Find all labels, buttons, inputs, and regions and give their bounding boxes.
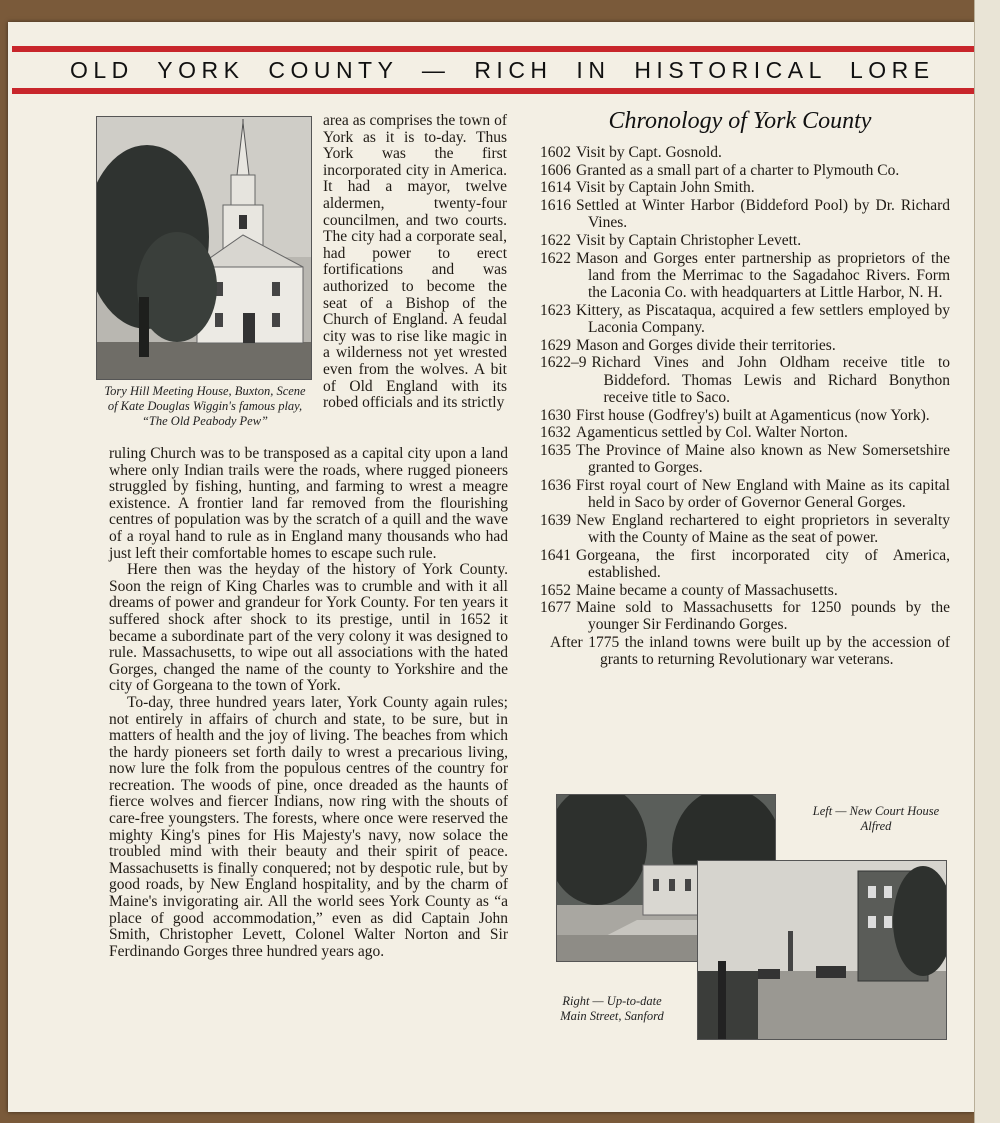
meeting-house-photo <box>96 116 312 380</box>
chronology-year: 1635 <box>540 441 571 459</box>
chronology-entry <box>540 582 950 599</box>
chronology-year: 1622 <box>540 232 571 250</box>
chronology-year: 1606 <box>540 161 571 179</box>
meeting-house-illustration <box>97 117 311 379</box>
chronology-title: Chronology of York County <box>608 108 872 134</box>
main-street-caption: Right — Up-to-date Main Street, Sanford <box>560 994 664 1023</box>
chronology-event: First royal court of New England with Maine as its capital held in Saco by order of Governor General Gorges. <box>576 476 950 512</box>
chronology-year: 1677 <box>540 599 571 617</box>
chronology-entry <box>540 162 950 179</box>
chronology-event: Kittery, as Piscataqua, acquired a few settlers employed by Laconia Company. <box>576 301 950 337</box>
chronology-year: 1622 <box>540 249 571 267</box>
chronology-entry <box>540 442 950 476</box>
chronology-entry <box>540 250 950 302</box>
chronology-year: 1616 <box>540 197 571 215</box>
chronology-event: Mason and Gorges enter partnership as proprietors of the land from the Merrimac to the Sagadahoc Rivers. Form the Laconia Co. with headquarters at Little Harbor, N. H. <box>576 249 950 302</box>
chronology-entry <box>540 337 950 354</box>
chronology-entry <box>540 599 950 633</box>
chronology-event: Granted as a small part of a charter to Plymouth Co. <box>576 161 900 179</box>
chronology-entry <box>540 302 950 336</box>
chronology-entry <box>540 179 950 196</box>
main-street-photo <box>697 860 947 1040</box>
chronology-entry <box>540 477 950 511</box>
main-street-illustration <box>698 861 946 1039</box>
paragraph-2: Here then was the heyday of the history of York County. Soon the reign of King Charles was to crumble and with it all dreams of power and grandeur for York County. For ten years it suffered shock after shock to its prestige, until in 1652 it became a subordinate part of the very colony it was designed to rule. Massachusetts, to wipe out all associations with the hated Gorges, changed the name of the county to Yorkshire and the city of Gorgeana to the town of York. <box>109 561 508 695</box>
chronology-event: Agamenticus settled by Col. Walter Norton. <box>576 424 848 442</box>
chronology-event: Settled at Winter Harbor (Biddeford Pool) by Dr. Richard Vines. <box>576 197 950 232</box>
chronology-year: 1602 <box>540 144 571 161</box>
chronology-event: Gorgeana, the first incorporated city of America, established. <box>576 546 950 581</box>
chronology-event: Mason and Gorges divide their territories. <box>576 336 836 354</box>
page-title: OLD YORK COUNTY — RICH IN HISTORICAL LORE <box>70 57 935 83</box>
chronology-entry <box>540 144 950 161</box>
next-page-edge <box>974 0 1000 1123</box>
chronology-year: 1614 <box>540 179 571 197</box>
chronology-year: 1639 <box>540 511 571 529</box>
chronology-event: Visit by Captain Christopher Levett. <box>576 232 802 250</box>
chronology-entry <box>540 512 950 546</box>
left-column-body <box>109 446 508 960</box>
chronology-year: 1622–9 <box>540 354 587 372</box>
intro-text-beside-photo: area as comprises the town of York as it is to-day. Thus York was the first incorporated city in America. It had a mayor, twelve aldermen, twenty-four councilmen, and two courts. The city had a corporate seal, had power to erect fortifications and was authorized to become the seat of a Bishop of the Church of England. A feudal city was to rise like magic in a wilderness not yet wrested even from the wolves. A bit of Old England with its robed officials and its strictly <box>323 112 507 412</box>
chronology-event: New England rechartered to eight proprietors in severalty with the County of Maine as the seat of power. <box>576 511 950 546</box>
chronology-event: Visit by Capt. Gosnold. <box>576 144 722 161</box>
chronology-entry <box>540 232 950 249</box>
chronology-event: First house (Godfrey's) built at Agamenticus (now York). <box>576 406 930 424</box>
court-house-caption: Left — New Court House Alfred <box>812 804 940 833</box>
chronology-year: 1641 <box>540 546 571 564</box>
paragraph-1: ruling Church was to be transposed as a capital city upon a land where only Indian trails were the roads, where rugged pioneers struggled by fishing, hunting, and farming to wrest a meagre existence. A frontier land far removed from the flourishing centres of population was by the scratch of a quill and the wave of a royal hand to rule as in England many thousands who had just left their comfortable homes to escape such rule. <box>109 445 508 562</box>
chronology-entry <box>540 407 950 424</box>
chronology-year: 1630 <box>540 406 571 424</box>
paragraph-3: To-day, three hundred years later, York County again rules; not entirely in affairs of church and state, to be sure, but in matters of health and the joy of living. The beaches from which the hardy pioneers set forth daily to wrest a precarious living, now lure the folk from the populous centres of the country for recreation. The woods of pine, once dreaded as the haunts of fierce wolves and fiercer Indians, now ring with the shouts of care-free youngsters. The forests, where once were reserved the mighty King's pines for His Majesty's navy, now solace the troubled mind with their beauty and their spirit of peace. Massachusetts is finally conquered; not by despotic rule, but by good roads, by New England hospitality, and by the charm of Maine's invigorating air. All the world sees York County as “a place of good accommodation,” even as did Captain John Smith, Christopher Levett, Colonel Walter Norton and Sir Ferdinando Gorges three hundred years ago. <box>109 693 508 960</box>
chronology-entry <box>540 424 950 441</box>
chronology-event: Richard Vines and John Oldham receive title to Biddeford. Thomas Lewis and Richard Bonython receive title to Saco. <box>591 354 950 406</box>
chronology-entry <box>540 197 950 231</box>
chronology-year: 1636 <box>540 476 571 494</box>
meeting-house-caption: Tory Hill Meeting House, Buxton, Scene of Kate Douglas Wiggin's famous play, “The Old Peabody Pew” <box>104 384 306 428</box>
chronology-event: The Province of Maine also known as New Somersetshire granted to Gorges. <box>576 441 950 477</box>
chronology-year: 1629 <box>540 336 571 354</box>
chronology-event: Maine sold to Massachusetts for 1250 pounds by the younger Sir Ferdinando Gorges. <box>576 599 950 634</box>
chronology-year: 1652 <box>540 581 571 599</box>
chronology-closing: After 1775 the inland towns were built up by the accession of grants to returning Revolutionary war veterans. <box>550 634 950 669</box>
chronology-year: 1623 <box>540 301 571 319</box>
chronology-entry <box>540 354 950 406</box>
chronology-event: Visit by Captain John Smith. <box>576 179 755 197</box>
chronology-year: 1632 <box>540 424 571 442</box>
chronology-event: Maine became a county of Massachusetts. <box>576 581 838 599</box>
chronology-entry <box>540 547 950 581</box>
chronology-list <box>540 144 950 669</box>
